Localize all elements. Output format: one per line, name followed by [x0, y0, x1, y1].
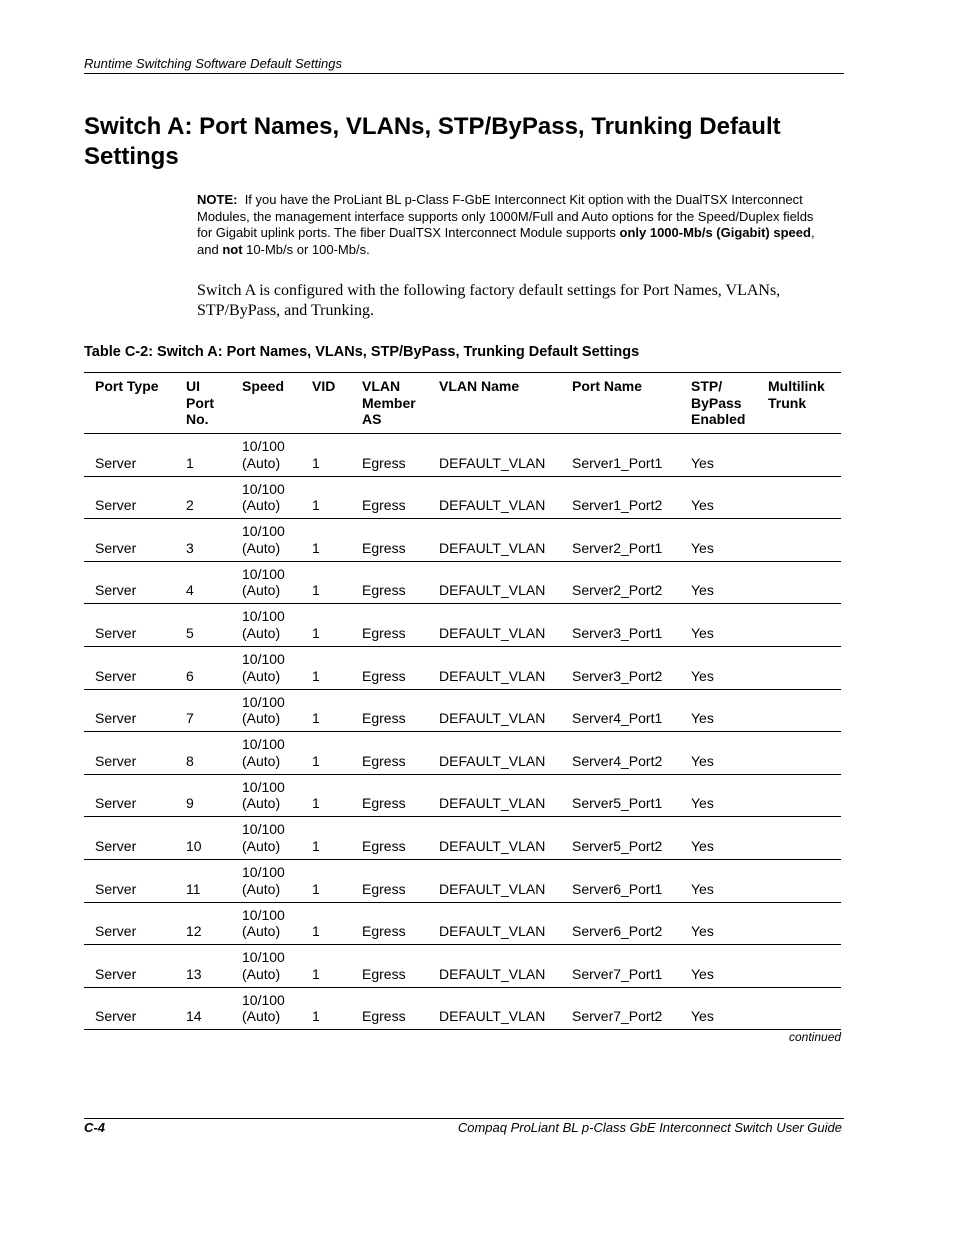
- row-9-port-name: Server5_Port1: [572, 795, 663, 812]
- row-8-vlan-name: DEFAULT_VLAN: [439, 752, 546, 769]
- row-3-vlan-member: Egress: [362, 539, 406, 556]
- row-5-vlan-member: Egress: [362, 624, 406, 641]
- header-multilink-trunk-line-2: Trunk: [768, 394, 807, 411]
- row-3-bottom-rule: [84, 561, 841, 562]
- row-8-speed: 10/100: [242, 736, 285, 753]
- row-3-stp-bypass: Yes: [691, 539, 714, 556]
- row-8-port-name: Server4_Port2: [572, 752, 663, 769]
- row-14-speed: 10/100: [242, 991, 285, 1008]
- table-top-rule: [84, 372, 841, 373]
- header-ui-port-no-line-1: UI: [186, 378, 200, 394]
- row-9-speed: 10/100: [242, 778, 285, 795]
- row-3-vlan-name: DEFAULT_VLAN: [439, 539, 546, 556]
- header-vlan-member-line-3: AS: [362, 411, 382, 427]
- row-2-bottom-rule: [84, 518, 841, 519]
- row-6-speed: 10/100: [242, 651, 285, 667]
- row-7-port-type: Server: [95, 710, 137, 727]
- row-10-speed: 10/100: [242, 821, 285, 838]
- row-6-vlan-name: DEFAULT_VLAN: [439, 667, 546, 684]
- row-2-vid: 1: [312, 497, 320, 514]
- row-5-port-type: Server: [95, 624, 137, 641]
- row-7-port-name: Server4_Port1: [572, 710, 663, 727]
- row-4-port-type: Server: [95, 582, 137, 599]
- row-3-port-type: Server: [95, 539, 137, 556]
- row-14-port-name: Server7_Port2: [572, 1008, 663, 1025]
- row-14-bottom-rule: [84, 1029, 841, 1030]
- row-12-port-type: Server: [95, 923, 137, 940]
- header-rule: [84, 73, 844, 74]
- row-10-stp-bypass: Yes: [691, 837, 714, 854]
- row-10-vlan-name: DEFAULT_VLAN: [439, 837, 546, 854]
- row-1-port-name: Server1_Port1: [572, 454, 663, 471]
- row-5-vlan-name: DEFAULT_VLAN: [439, 624, 546, 641]
- row-14-port-no: 14: [186, 1008, 202, 1025]
- row-8-vid: 1: [312, 752, 320, 769]
- row-4-vid: 1: [312, 582, 320, 599]
- row-6-port-type: Server: [95, 667, 137, 684]
- row-6-bottom-rule: [84, 689, 841, 690]
- row-1-vlan-member: Egress: [362, 454, 406, 471]
- row-11-vid: 1: [312, 880, 320, 897]
- row-9-port-type: Server: [95, 795, 137, 812]
- row-9-vid: 1: [312, 795, 320, 812]
- row-10-vlan-member: Egress: [362, 837, 406, 854]
- row-4-speed: 10/100: [242, 565, 285, 582]
- footer-rule: [84, 1118, 844, 1119]
- row-4-stp-bypass: Yes: [691, 582, 714, 599]
- header-vlan-name-line-1: VLAN Name: [439, 378, 520, 394]
- row-12-vid: 1: [312, 923, 320, 940]
- row-4-speed-mode: (Auto): [242, 582, 281, 599]
- row-9-stp-bypass: Yes: [691, 795, 714, 812]
- page-number: C-4: [84, 1120, 105, 1135]
- row-12-speed: 10/100: [242, 906, 285, 923]
- row-11-vlan-name: DEFAULT_VLAN: [439, 880, 546, 897]
- row-13-port-type: Server: [95, 965, 137, 982]
- row-13-port-no: 13: [186, 965, 202, 982]
- header-ui-port-no-line-3: No.: [186, 411, 209, 427]
- row-11-stp-bypass: Yes: [691, 880, 714, 897]
- row-2-port-name: Server1_Port2: [572, 497, 663, 514]
- row-2-speed: 10/100: [242, 480, 285, 497]
- row-5-port-name: Server3_Port1: [572, 624, 663, 641]
- row-8-bottom-rule: [84, 774, 841, 775]
- row-7-vlan-name: DEFAULT_VLAN: [439, 710, 546, 727]
- row-13-vid: 1: [312, 965, 320, 982]
- note-block: [197, 192, 827, 258]
- row-1-speed-mode: (Auto): [242, 454, 281, 471]
- row-11-speed: 10/100: [242, 864, 285, 880]
- row-13-speed-mode: (Auto): [242, 965, 281, 982]
- header-port-type-line-1: Port Type: [95, 378, 159, 394]
- header-stp-bypass-line-2: ByPass: [691, 394, 742, 411]
- row-4-port-no: 4: [186, 582, 194, 599]
- row-1-stp-bypass: Yes: [691, 454, 714, 471]
- row-11-port-name: Server6_Port1: [572, 880, 663, 897]
- row-2-port-type: Server: [95, 497, 137, 514]
- continued-label: continued: [789, 1030, 842, 1044]
- row-7-speed: 10/100: [242, 693, 285, 710]
- row-2-vlan-member: Egress: [362, 497, 406, 514]
- row-9-vlan-member: Egress: [362, 795, 406, 812]
- row-8-stp-bypass: Yes: [691, 752, 714, 769]
- row-10-port-name: Server5_Port2: [572, 837, 663, 854]
- row-5-stp-bypass: Yes: [691, 624, 714, 641]
- header-vid-line-1: VID: [312, 378, 336, 394]
- running-header: Runtime Switching Software Default Settings: [84, 56, 342, 71]
- row-6-speed-mode: (Auto): [242, 667, 281, 684]
- row-4-vlan-name: DEFAULT_VLAN: [439, 582, 546, 599]
- row-6-vlan-member: Egress: [362, 667, 406, 684]
- row-11-port-type: Server: [95, 880, 137, 897]
- table-caption: Table C-2: Switch A: Port Names, VLANs, STP/ByPass, Trunking Default Settings: [84, 344, 640, 360]
- row-3-speed-mode: (Auto): [242, 539, 281, 556]
- row-6-stp-bypass: Yes: [691, 667, 714, 684]
- header-port-name-line-1: Port Name: [572, 378, 643, 394]
- row-12-stp-bypass: Yes: [691, 923, 714, 940]
- row-11-vlan-member: Egress: [362, 880, 406, 897]
- note-label: NOTE:: [197, 192, 238, 207]
- row-4-port-name: Server2_Port2: [572, 582, 663, 599]
- header-stp-bypass-line-1: STP/: [691, 378, 723, 394]
- row-13-stp-bypass: Yes: [691, 965, 714, 982]
- note-bold-1: only 1000-Mb/s (Gigabit) speed: [619, 225, 811, 240]
- row-2-vlan-name: DEFAULT_VLAN: [439, 497, 546, 514]
- note-bold-2: not: [222, 241, 243, 257]
- row-13-port-name: Server7_Port1: [572, 965, 663, 982]
- row-12-vlan-member: Egress: [362, 923, 406, 940]
- row-9-bottom-rule: [84, 816, 841, 817]
- row-14-vlan-name: DEFAULT_VLAN: [439, 1008, 546, 1025]
- row-13-vlan-member: Egress: [362, 965, 406, 982]
- header-multilink-trunk-line-1: Multilink: [768, 378, 825, 394]
- row-10-speed-mode: (Auto): [242, 837, 281, 854]
- row-7-vlan-member: Egress: [362, 710, 406, 727]
- row-12-port-no: 12: [186, 923, 202, 940]
- row-5-bottom-rule: [84, 646, 841, 647]
- row-7-vid: 1: [312, 710, 320, 727]
- row-12-port-name: Server6_Port2: [572, 923, 663, 940]
- row-1-vlan-name: DEFAULT_VLAN: [439, 454, 546, 471]
- row-1-bottom-rule: [84, 476, 841, 477]
- row-5-speed: 10/100: [242, 608, 285, 625]
- row-6-port-no: 6: [186, 667, 194, 684]
- row-6-vid: 1: [312, 667, 320, 684]
- row-3-vid: 1: [312, 539, 320, 556]
- book-title: Compaq ProLiant BL p-Class GbE Interconnect Switch User Guide: [457, 1120, 842, 1135]
- header-vlan-member-line-2: Member: [362, 394, 416, 411]
- row-14-speed-mode: (Auto): [242, 1008, 281, 1025]
- row-5-speed-mode: (Auto): [242, 624, 281, 641]
- header-vlan-member-line-1: VLAN: [362, 378, 401, 394]
- row-7-port-no: 7: [186, 710, 194, 727]
- row-13-bottom-rule: [84, 987, 841, 988]
- row-2-stp-bypass: Yes: [691, 497, 714, 514]
- row-3-port-no: 3: [186, 539, 194, 556]
- row-11-bottom-rule: [84, 902, 841, 903]
- row-3-port-name: Server2_Port1: [572, 539, 663, 556]
- row-12-bottom-rule: [84, 944, 841, 945]
- row-2-port-no: 2: [186, 497, 194, 514]
- row-1-port-no: 1: [186, 454, 194, 471]
- note-text-2: , and: [197, 225, 815, 257]
- row-9-vlan-name: DEFAULT_VLAN: [439, 795, 546, 812]
- row-6-port-name: Server3_Port2: [572, 667, 663, 684]
- table-header-rule: [84, 433, 841, 434]
- row-10-port-no: 10: [186, 837, 202, 854]
- row-5-port-no: 5: [186, 624, 194, 641]
- row-14-port-type: Server: [95, 1008, 137, 1025]
- row-9-port-no: 9: [186, 795, 194, 812]
- row-8-speed-mode: (Auto): [242, 752, 281, 769]
- row-14-stp-bypass: Yes: [691, 1008, 714, 1025]
- row-1-vid: 1: [312, 454, 320, 471]
- row-1-port-type: Server: [95, 454, 137, 471]
- row-4-bottom-rule: [84, 603, 841, 604]
- row-11-port-no: 11: [186, 880, 201, 897]
- section-title: Switch A: Port Names, VLANs, STP/ByPass, Trunking Default Settings: [84, 113, 781, 170]
- row-14-vid: 1: [312, 1008, 320, 1025]
- row-2-speed-mode: (Auto): [242, 497, 281, 514]
- row-10-bottom-rule: [84, 859, 841, 860]
- row-8-port-type: Server: [95, 752, 137, 769]
- row-11-speed-mode: (Auto): [242, 880, 281, 897]
- row-12-speed-mode: (Auto): [242, 923, 281, 940]
- row-7-speed-mode: (Auto): [242, 710, 281, 727]
- header-stp-bypass-line-3: Enabled: [691, 411, 746, 427]
- row-4-vlan-member: Egress: [362, 582, 406, 599]
- row-9-speed-mode: (Auto): [242, 795, 281, 812]
- row-3-speed: 10/100: [242, 523, 285, 540]
- row-13-speed: 10/100: [242, 949, 285, 966]
- body-paragraph: Switch A is configured with the following factory default settings for Port Names, VLANs, STP/ByPass, and Trunking.: [197, 282, 781, 319]
- row-14-vlan-member: Egress: [362, 1008, 406, 1025]
- row-7-stp-bypass: Yes: [691, 710, 714, 727]
- row-5-vid: 1: [312, 624, 320, 641]
- row-12-vlan-name: DEFAULT_VLAN: [439, 923, 546, 940]
- note-text-3: 10-Mb/s or 100-Mb/s.: [246, 241, 370, 257]
- row-1-speed: 10/100: [242, 438, 285, 454]
- row-13-vlan-name: DEFAULT_VLAN: [439, 965, 546, 982]
- note-text-1: If you have the ProLiant BL p-Class F-GbE Interconnect Kit option with the DualTSX Interconnect Modules, the management interface supports only 1000M/Full and Auto options for the Speed/Duplex fields for Gigabit uplink ports. The fiber DualTSX Interconnect Module supports: [197, 192, 814, 240]
- row-7-bottom-rule: [84, 731, 841, 732]
- row-10-vid: 1: [312, 837, 320, 854]
- header-ui-port-no-line-2: Port: [186, 394, 214, 411]
- row-8-vlan-member: Egress: [362, 752, 406, 769]
- row-10-port-type: Server: [95, 837, 137, 854]
- header-speed-line-1: Speed: [242, 378, 285, 394]
- row-8-port-no: 8: [186, 752, 194, 769]
